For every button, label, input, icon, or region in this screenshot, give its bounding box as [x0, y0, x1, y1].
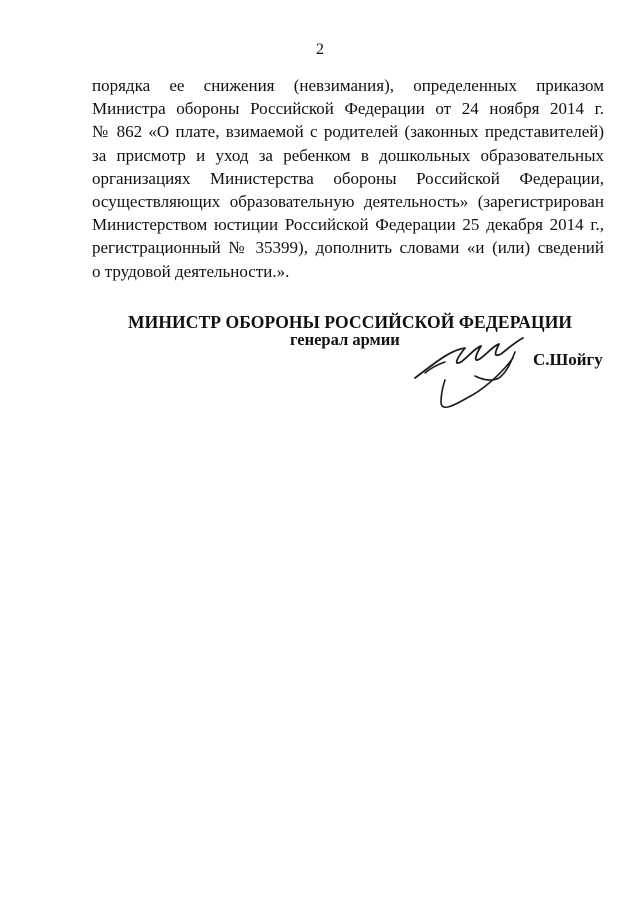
body-line: Министерством юстиции Российской Федерации 25 декабря 2014 г., — [92, 215, 604, 235]
page-number: 2 — [316, 41, 324, 58]
body-paragraph — [92, 74, 604, 283]
body-line: регистрационный № 35399), дополнить словами «и (или) сведений — [92, 238, 604, 258]
handwritten-signature — [395, 318, 545, 418]
signatory-name: С.Шойгу — [533, 350, 603, 369]
body-line: осуществляющих образовательную деятельность» (зарегистрирован — [92, 192, 604, 212]
body-line: Министра обороны Российской Федерации от 24 ноября 2014 г. — [92, 99, 604, 119]
body-line: порядка ее снижения (невзимания), определенных приказом — [92, 76, 604, 95]
body-line: о трудовой деятельности.». — [92, 261, 290, 281]
body-line: № 862 «О плате, взимаемой с родителей (законных представителей) — [92, 122, 604, 142]
signatory-rank: генерал армии — [290, 330, 400, 349]
body-line: организациях Министерства обороны Российской Федерации, — [92, 168, 604, 188]
body-line: за присмотр и уход за ребенком в дошкольных образовательных — [92, 145, 604, 165]
signatory-title: МИНИСТР ОБОРОНЫ РОССИЙСКОЙ ФЕДЕРАЦИИ — [128, 312, 573, 332]
